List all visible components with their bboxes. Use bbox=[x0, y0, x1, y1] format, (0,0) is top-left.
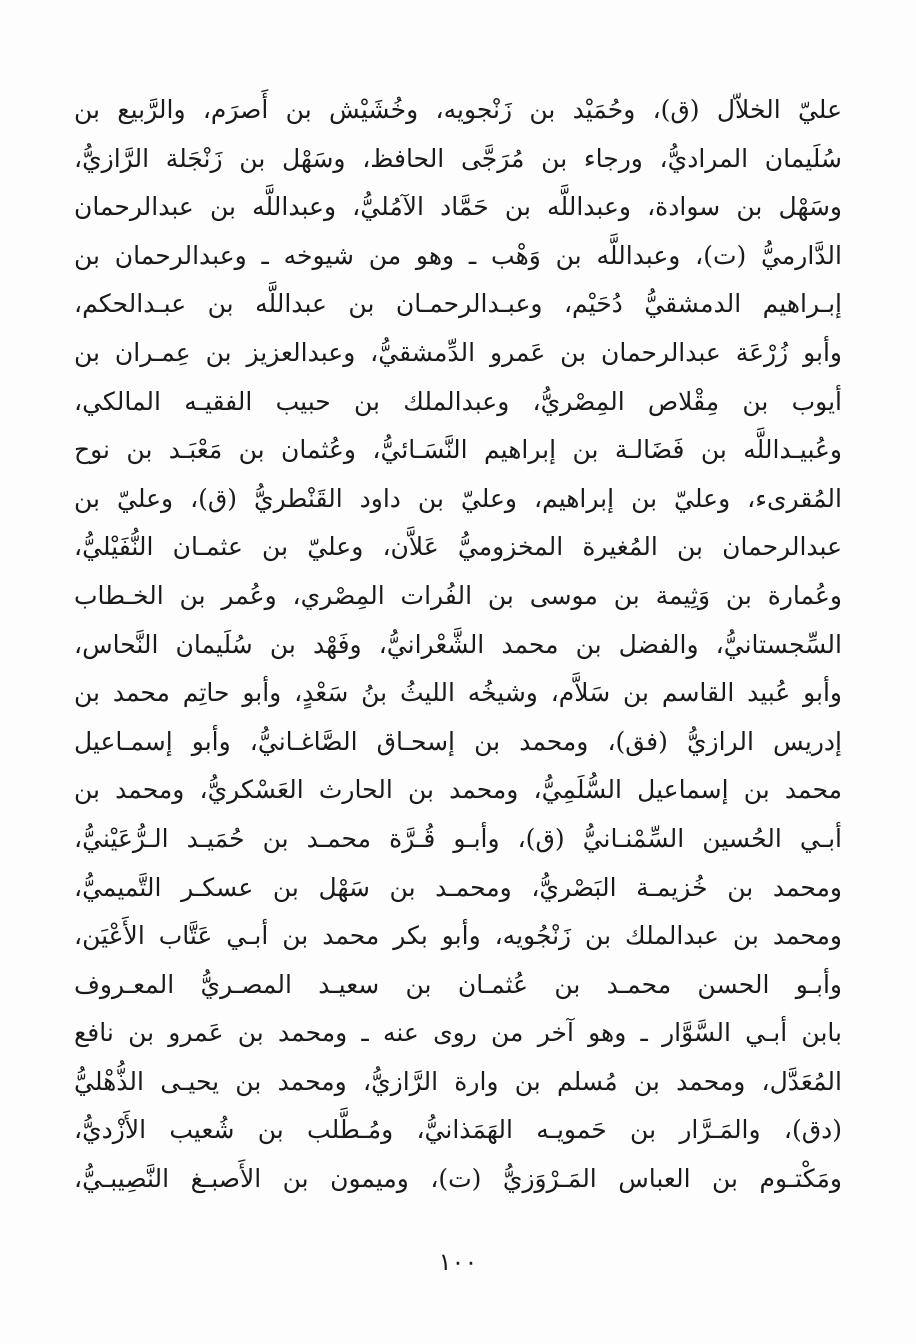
text-line: (دق)، والمَـرَّار بن حَمويـه الهَمَذانيُّ، ومُـطَّلب بن شُعيب الأَزْديُّ، bbox=[74, 1115, 842, 1145]
text-line: ومحمد بن عبدالملك بن زَنْجُويه، وأبو بكر محمد بن أبـي عَتَّاب الأَعْيَن، bbox=[74, 921, 842, 951]
body-text bbox=[74, 86, 842, 1204]
text-line: وعُمارة بن وَثِيمة بن موسى بن الفُرات المِصْري، وعُمر بن الخـطاب bbox=[74, 580, 842, 610]
text-line: وعُبيـداللَّه بن فَضَالـة بن إبراهيم النَّسَـائيُّ، وعُثمان بن مَعْبَـد بن نوح bbox=[74, 435, 842, 465]
page-number: ١٠٠ bbox=[438, 1248, 478, 1276]
text-line: أيوب بن مِقْلاص المِصْريُّ، وعبدالملك بن حبيب الفقيـه المالكي، bbox=[74, 386, 842, 416]
text-line: وأبـو الحسن محمـد بن عُثمـان بن سعيـد المصـريُّ المعـروف bbox=[74, 969, 842, 999]
text-line: ومَكْتـوم بن العباس المَـرْوَزيُّ (ت)، وميمون بن الأَصبـغ النَّصِيبـيُّ، bbox=[74, 1164, 842, 1194]
text-line: الدَّارميُّ (ت)، وعبداللَّه بن وَهْب ـ وهو من شيوخه ـ وعبدالرحمان بن bbox=[74, 240, 842, 270]
text-line: بابن أبـي السَّوَّار ـ وهو آخر من روى عنه ـ ومحمد بن عَمرو بن نافع bbox=[74, 1018, 842, 1048]
text-line: محمد بن إسماعيل السُّلَمِيُّ، ومحمد بن الحارث العَسْكريُّ، ومحمد بن bbox=[74, 775, 842, 805]
text-line: السِّجستانيُّ، والفضل بن محمد الشَّعْرانيُّ، وفَهْد بن سُلَيمان النَّحاس، bbox=[74, 629, 842, 659]
text-line: المُعَدَّل، ومحمد بن مُسلم بن وارة الرَّازيُّ، ومحمد بن يحيـى الذُّهْليُّ bbox=[74, 1066, 842, 1096]
text-line: عبدالرحمان بن المُغيرة المخزوميُّ عَلاَّن، وعليّ بن عثمـان النُّفَيْليُّ، bbox=[74, 532, 842, 562]
text-line: سُلَيمان المراديُّ، ورجاء بن مُرَجَّى الحافظ، وسَهْل بن زَنْجَلة الرَّازيُّ، bbox=[74, 143, 842, 173]
text-line: وسَهْل بن سوادة، وعبداللَّه بن حَمَّاد الآمُليُّ، وعبداللَّه بن عبدالرحمان bbox=[74, 192, 842, 222]
text-line: وأبو عُبيد القاسم بن سَلاَّم، وشيخُه الليثُ بنُ سَعْدٍ، وأبو حاتِم محمد بن bbox=[74, 678, 842, 708]
text-line: المُقرىء، وعليّ بن إبراهيم، وعليّ بن داود القَنْطريُّ (ق)، وعليّ بن bbox=[74, 483, 842, 513]
text-line: وأبو زُرْعَة عبدالرحمان بن عَمرو الدِّمشقيُّ، وعبدالعزيز بن عِمـران بن bbox=[74, 337, 842, 367]
text-line: إبـراهيم الدمشقيُّ دُحَيْم، وعبـدالرحمـان بن عبداللَّه بن عبـدالحكم، bbox=[74, 289, 842, 319]
text-line: أبـي الحُسين السِّمْنـانيُّ (ق)، وأبـو قُـرَّة محمـد بن حُمَيـد الـرُّعَيْنيُّ، bbox=[74, 823, 842, 853]
text-line: إدريس الرازيُّ (فق)، ومحمد بن إسحـاق الصَّاغـانيُّ، وأبو إسمـاعيل bbox=[74, 726, 842, 756]
text-line: عليّ الخلاّل (ق)، وحُمَيْد بن زَنْجويه، وخُشَيْش بن أَصرَم، والرَّبيع بن bbox=[74, 95, 842, 124]
text-line: ومحمد بن خُزيمـة البَصْريُّ، ومحمـد بن سَهْل بن عسكـر التَّميميُّ، bbox=[74, 872, 842, 902]
